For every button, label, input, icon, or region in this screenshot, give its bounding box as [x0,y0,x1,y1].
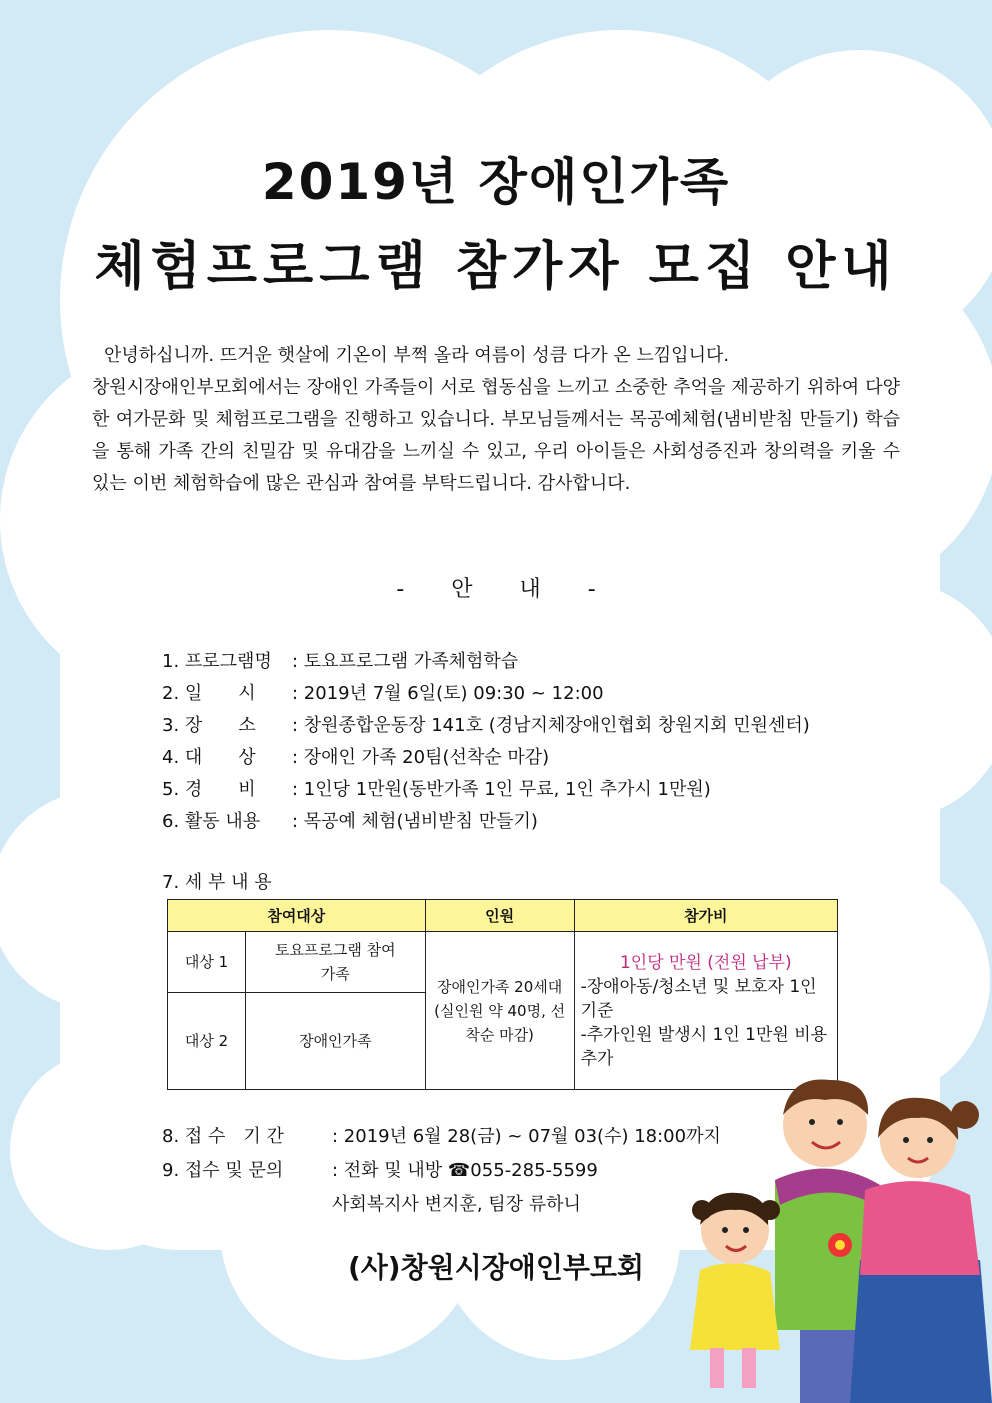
info-label: 3. 장 소 [162,715,256,736]
info-label: 2. 일 시 [162,683,256,704]
info-item [162,710,810,742]
info-item [162,806,810,838]
family-illustration [680,1060,992,1403]
contact-value: : 전화 및 내방 ☎055-285-5599 [332,1160,598,1181]
target1-value: 토요프로그램 참여 가족 [246,932,426,993]
info-item [162,774,810,806]
intro-paragraph-1: 안녕하십니까. 뜨거운 햇살에 기온이 부쩍 올라 여름이 성큼 다가 온 느낌입니다. [104,345,730,366]
header-fee: 참가비 [574,900,837,932]
people-cell: 장애인가족 20세대 (실인원 약 40명, 선착순 마감) [425,932,574,1090]
info-label: 4. 대 상 [162,747,256,768]
contact-label: 9. 접수 및 문의 [162,1160,284,1181]
organization-name: (사)창원시장애인부모회 [347,1251,645,1284]
reception-contact [162,1154,721,1188]
info-value: : 1인당 1만원(동반가족 1인 무료, 1인 추가시 1만원) [292,779,711,800]
table-header-row [168,900,838,932]
page-title-line1: 2019년 장애인가족 [261,153,731,211]
info-value: : 목공예 체험(냄비받침 만들기) [292,811,538,832]
info-value: : 2019년 7월 6일(토) 09:30 ~ 12:00 [292,683,604,704]
intro-text [92,340,900,500]
table-row [168,932,838,993]
info-list [162,646,810,838]
fee-detail-1: -장애아동/청소년 및 보호자 1인기준 [580,976,817,1021]
reception-info [162,1120,721,1222]
reception-period [162,1120,721,1154]
period-value: : 2019년 6월 28(금) ~ 07월 03(수) 18:00까지 [332,1126,721,1147]
page-title-line2: 체험프로그램 참가자 모집 안내 [94,237,898,297]
target2-label: 대상 2 [168,993,246,1090]
fee-detail-2: -추가인원 발생시 1인 1만원 비용추가 [580,1024,828,1069]
intro-paragraph-2: 창원시장애인부모회에서는 장애인 가족들이 서로 협동심을 느끼고 소중한 추억을 제공하기 위하여 다양한 여가문화 및 체험프로그램을 진행하고 있습니다. 부모님들께서는 목공예체험(냄비받침 만들기) 학습을 통해 가족 간의 친밀감 및 유대감을 느끼실 수 있고, 우리 아이들은 사회성증진과 창의력을 키울 수 있는 이번 체험학습에 많은 관심과 참여를 부탁드립니다. 감사합니다. [92,377,900,494]
period-label: 8. 접 수 기 간 [162,1126,284,1147]
contact-people: 사회복지사 변지훈, 팀장 류하니 [332,1194,581,1215]
info-value: : 창원종합운동장 141호 (경남지체장애인협회 창원지회 민원센터) [292,715,810,736]
target2-value: 장애인가족 [246,993,426,1090]
info-value: : 장애인 가족 20팀(선착순 마감) [292,747,550,768]
target1-label: 대상 1 [168,932,246,993]
fee-highlight: 1인당 만원 (전원 납부) [619,952,792,973]
info-value: : 토요프로그램 가족체험학습 [292,651,519,672]
info-label: 1. 프로그램명 [162,651,272,672]
detail-heading: 7. 세 부 내 용 [162,872,272,893]
header-target: 참여대상 [168,900,426,932]
header-people: 인원 [425,900,574,932]
info-label: 6. 활동 내용 [162,811,261,832]
info-item [162,646,810,678]
guide-heading: - 안 내 - [396,577,596,602]
info-label: 5. 경 비 [162,779,256,800]
info-item [162,678,810,710]
info-item [162,742,810,774]
